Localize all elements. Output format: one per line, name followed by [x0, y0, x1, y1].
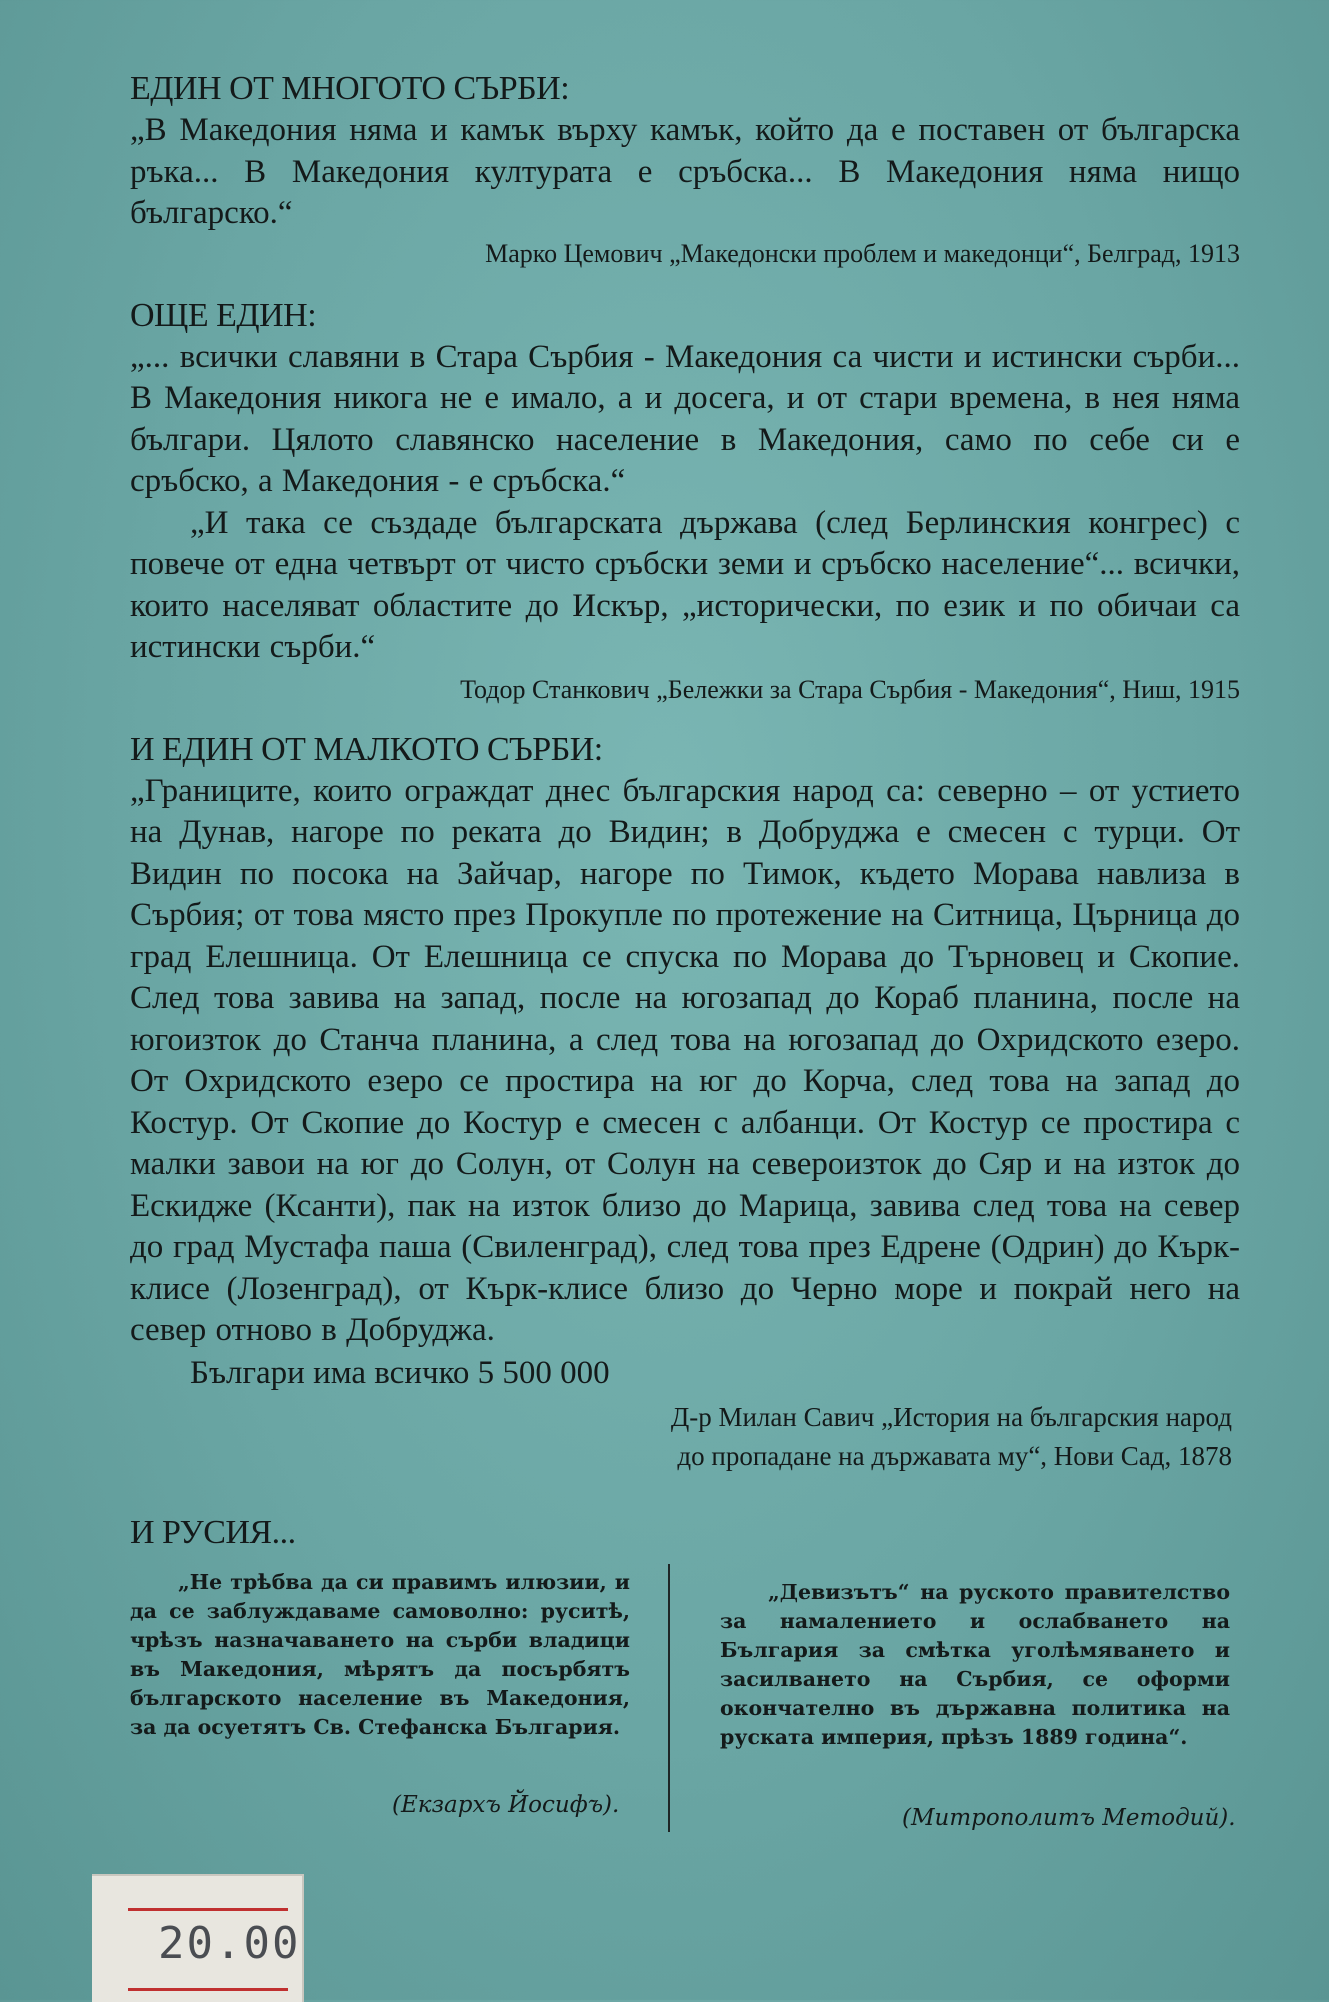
section-heading: И РУСИЯ... — [130, 1513, 296, 1551]
source-line-2: до пропадане на държавата му“, Нови Сад, 1878 — [677, 1440, 1232, 1471]
quote-source: Тодор Станкович „Бележки за Стара Сърбия - Македония“, Ниш, 1915 — [460, 674, 1240, 704]
right-signature: (Митрополитъ Методий). — [902, 1804, 1236, 1831]
section-russia — [130, 1512, 1240, 1868]
population-count: Българи има всичко 5 500 000 — [190, 1354, 610, 1391]
price-label: 20.00 — [158, 1918, 301, 1969]
russia-quotes — [130, 1568, 1240, 1868]
right-quote: „Девизътъ“ на руското правителство за намалението и ослабването на България за смѣтка уголѣмяването и засилването на Сърбия, се оформи окончателно въ държавна политика на руската империя, прѣзъ 1889 година“. — [720, 1579, 1230, 1749]
section-heading: ОЩЕ ЕДИН: — [130, 296, 317, 334]
quote-source — [130, 1398, 1232, 1476]
price-sticker — [92, 1874, 304, 2002]
sticker-red-line — [128, 1988, 288, 1991]
left-quote: „Не трѣбва да си правимъ илюзии, и да се заблуждаваме самоволно: руситѣ, чрѣзъ назначаването на сърби владици въ Македония, мѣрятъ да посърбятъ българското население въ Македония, за да осуетятъ Св. Стефанска България. — [130, 1569, 630, 1739]
quote-text: „... всички славяни в Стара Сърбия - Македония са чисти и истински сърби... В Македония никога не е имало, а и досега, и от стари времена, в нея няма българи. Цялото славянско население в Македония, само по себе си е сръбско, а Македония - е сръбска.“ — [130, 338, 1240, 499]
source-line-1: Д-р Милан Савич „История на българския народ — [670, 1401, 1232, 1432]
quote-source: Марко Цемович „Македонски проблем и македонци“, Белград, 1913 — [485, 238, 1240, 268]
quote-text: „В Македония няма и камък върху камък, който да е поставен от българска ръка... В Македония културата е сръбска... В Македония няма нищо българско.“ — [130, 112, 1240, 231]
section-heading: И ЕДИН ОТ МАЛКОТО СЪРБИ: — [130, 730, 603, 768]
section-another-one — [130, 295, 1240, 707]
section-few-serbs — [130, 729, 1240, 1476]
section-many-serbs — [130, 68, 1240, 271]
section-heading: ЕДИН ОТ МНОГОТО СЪРБИ: — [130, 70, 570, 107]
left-signature: (Екзархъ Йосифъ). — [392, 1791, 620, 1818]
page-content — [130, 68, 1240, 1868]
column-divider — [668, 1564, 670, 1832]
quote-text-2: „И така се създаде българската държава (след Берлинския конгрес) с повече от една четвърт от чисто сръбски земи и сръбско население“... всички, които населяват областите до Искър, „исторически, по език и по обичаи са истински сърби.“ — [130, 504, 1240, 665]
quote-text: „Границите, които ограждат днес българския народ са: северно – от устието на Дунав, нагоре по реката до Видин; в Добруджа е смесен с турци. От Видин по посока на Зайчар, нагоре по Тимок, където Морава навлиза в Сърбия; от това място през Прокупле по протежение на Ситница, Църница до град Елешница. От Елешница се спуска по Морава до Търновец и Скопие. След това завива на запад, после на югозапад до Кораб планина, после на югоизток до Станча планина, а след това на югозапад до Охридското езеро. От Охридското езеро се простира на юг до Корча, след това на запад до Костур. От Скопие до Костур е смесен с албанци. От Костур се простира с малки завои на юг до Солун, от Солун на североизток до Сяр и на изток до Ескидже (Ксанти), пак на изток близо до Марица, завива след това на север до град Мустафа паша (Свиленград), след това през Едрене (Одрин) до Кърк-клисе (Лозенград), от Кърк-клисе близо до Черно море и покрай него на север отново в Добруджа. — [130, 772, 1240, 1348]
sticker-red-line — [128, 1908, 288, 1911]
